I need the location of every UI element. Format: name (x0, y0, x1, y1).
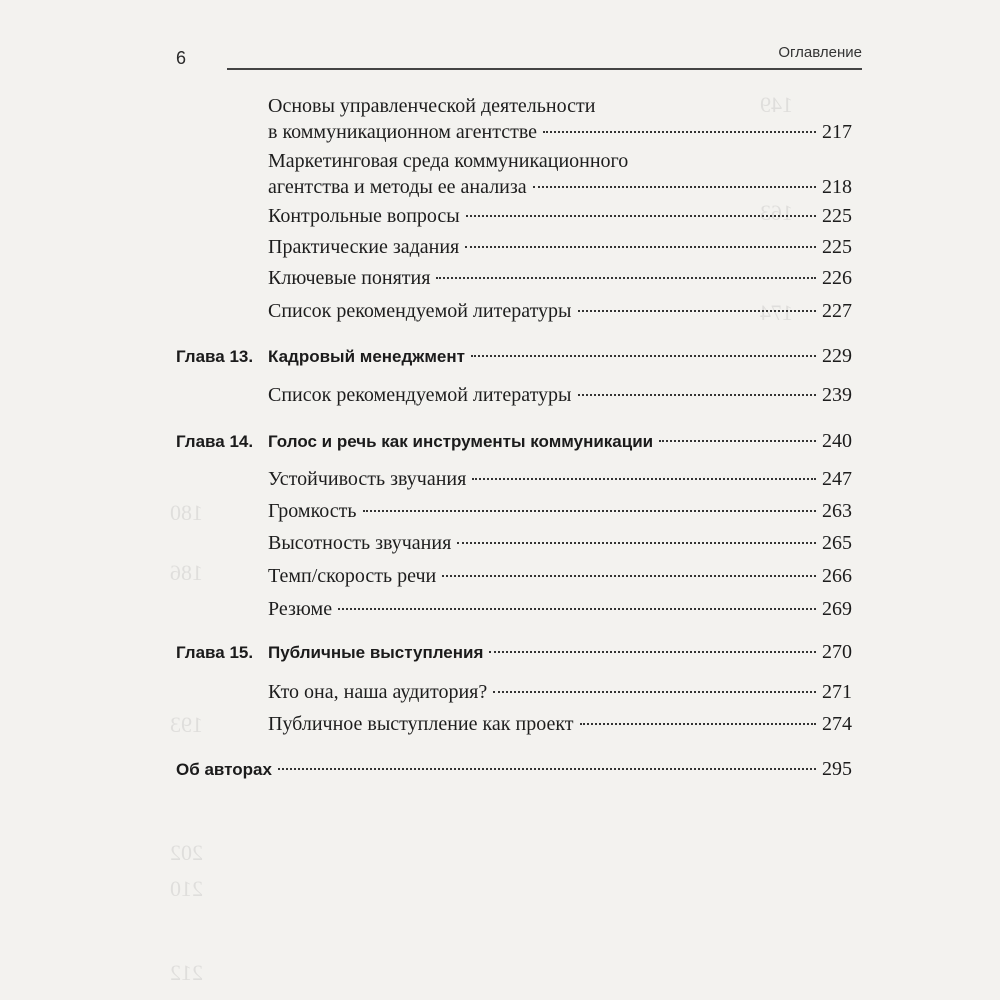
toc-chapter (176, 343, 852, 370)
toc-entry (268, 563, 852, 589)
toc-entry (268, 203, 852, 229)
leader-dots (580, 723, 816, 725)
bleed-through-texture: 180 (170, 500, 203, 525)
toc-page-number: 239 (822, 384, 852, 406)
toc-entry (268, 382, 852, 408)
bleed-through-texture: 212 (170, 960, 203, 985)
toc-page-number: 217 (822, 121, 852, 143)
toc-page-number: 295 (822, 758, 852, 780)
chapter-label: Глава 14. (176, 432, 254, 451)
leader-dots (578, 310, 817, 312)
toc-entry (268, 711, 852, 737)
toc-page-number: 247 (822, 468, 852, 490)
authors-title: Об авторах (176, 760, 272, 779)
leader-dots (466, 215, 816, 217)
toc-page-number: 227 (822, 300, 852, 322)
page-number: 6 (176, 48, 187, 68)
toc-entry (268, 466, 852, 492)
toc-entry (268, 298, 852, 324)
bleed-through-texture: 202 (170, 840, 203, 865)
bleed-through-texture: 163 (760, 200, 793, 225)
toc-authors (176, 756, 852, 783)
leader-dots (659, 440, 816, 442)
leader-dots (489, 651, 816, 653)
toc-page-number: 225 (822, 205, 852, 227)
toc-page-number: 225 (822, 236, 852, 258)
leader-dots (493, 691, 816, 693)
bleed-through-texture: 186 (170, 560, 203, 585)
leader-dots (533, 186, 816, 188)
bleed-through-texture: 174 (760, 300, 793, 325)
toc-entry-title: в коммуникационном агентстве (268, 121, 538, 143)
leader-dots (465, 246, 816, 248)
toc-page-number: 269 (822, 598, 852, 620)
leader-dots (543, 131, 816, 133)
bleed-through-texture: 149 (760, 92, 793, 117)
toc-entry (268, 93, 852, 145)
leader-dots (278, 768, 816, 770)
toc-page-number: 265 (822, 532, 852, 554)
toc-entry-title: Список рекомендуемой литературы (268, 384, 572, 406)
toc-entry (268, 530, 852, 556)
toc-entry-title: Ключевые понятия (268, 267, 431, 289)
chapter-title: Кадровый менеджмент (268, 347, 465, 366)
toc-page-number: 240 (822, 430, 852, 452)
toc-page-number: 270 (822, 641, 852, 663)
toc-entry (268, 596, 852, 622)
toc-entry-title: Практические задания (268, 236, 460, 258)
chapter-label: Глава 15. (176, 643, 254, 662)
running-title: Оглавление (778, 44, 862, 61)
toc-entry (268, 148, 852, 200)
bleed-through-texture: 210 (170, 876, 203, 901)
chapter-title: Публичные выступления (268, 643, 484, 662)
chapter-title: Голос и речь как инструменты коммуникации (268, 432, 654, 451)
chapter-label: Глава 13. (176, 347, 254, 366)
leader-dots (472, 478, 816, 480)
toc-entry (268, 265, 852, 291)
toc-chapter (176, 428, 852, 455)
toc-page-number: 226 (822, 267, 852, 289)
toc-chapter (176, 639, 852, 666)
toc-page-number: 271 (822, 681, 852, 703)
toc-page-number: 229 (822, 345, 852, 367)
leader-dots (471, 355, 816, 357)
toc-entry-line1: Основы управленческой деятельности (268, 95, 596, 117)
toc-page-number: 274 (822, 713, 852, 735)
toc-entry-title: Список рекомендуемой литературы (268, 300, 572, 322)
toc-entry-title: Громкость (268, 500, 357, 522)
toc-entry-title: Публичное выступление как проект (268, 713, 574, 735)
toc-entry-title: Контрольные вопросы (268, 205, 460, 227)
toc-page-number: 218 (822, 176, 852, 198)
leader-dots (578, 394, 817, 396)
toc-entry-title: Высотность звучания (268, 532, 452, 554)
toc-entry (268, 234, 852, 260)
toc-entry-title: Устойчивость звучания (268, 468, 467, 490)
toc-entry (268, 498, 852, 524)
toc-entry-title: агентства и методы ее анализа (268, 176, 527, 198)
toc-page-number: 266 (822, 565, 852, 587)
toc-page-number: 263 (822, 500, 852, 522)
toc-entry-title: Темп/скорость речи (268, 565, 437, 587)
bleed-through-texture: 193 (170, 712, 203, 737)
leader-dots (363, 510, 816, 512)
leader-dots (442, 575, 816, 577)
toc-entry-title: Кто она, наша аудитория? (268, 681, 488, 703)
leader-dots (338, 608, 816, 610)
leader-dots (457, 542, 816, 544)
toc-entry-line1: Маркетинговая среда коммуникационного (268, 150, 629, 172)
toc-entry (268, 679, 852, 705)
leader-dots (436, 277, 816, 279)
toc-entry-title: Резюме (268, 598, 333, 620)
